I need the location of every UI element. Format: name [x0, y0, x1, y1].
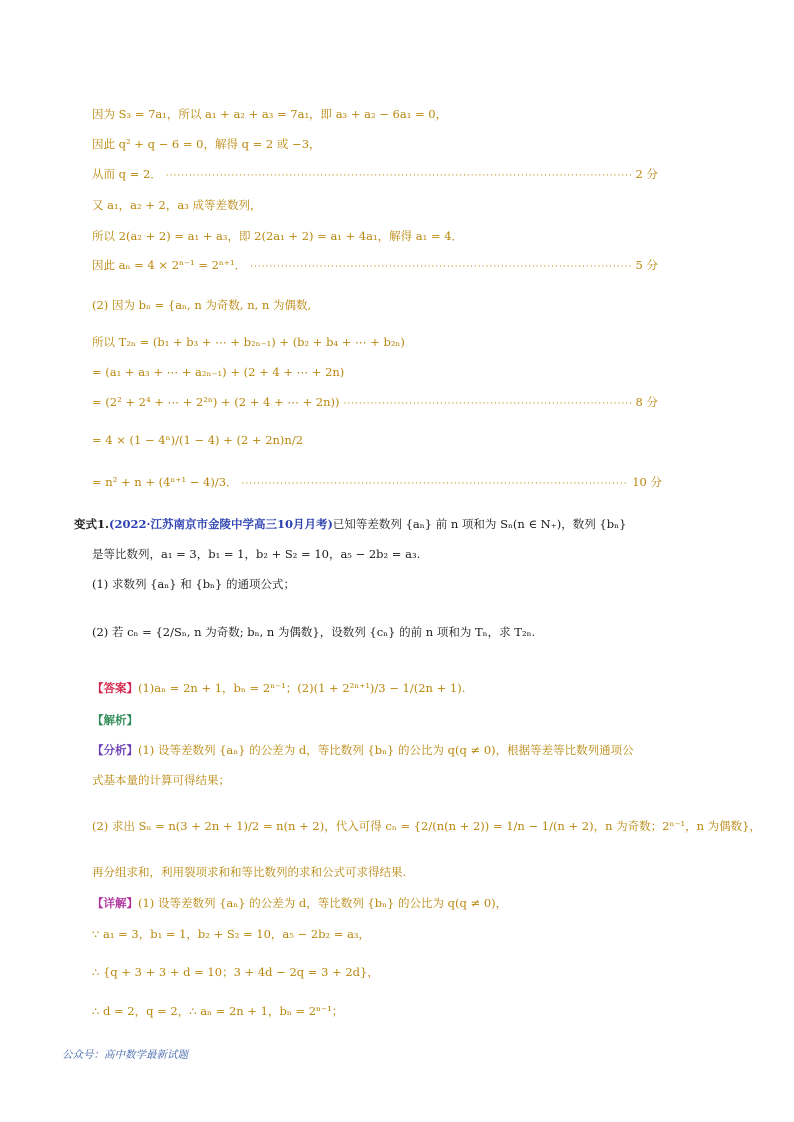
- leader-dots: [242, 476, 629, 492]
- answer-text: (1)aₙ = 2n + 1，bₙ = 2ⁿ⁻¹；(2)(1 + 2²ⁿ⁺¹)/3 − 1/(2n + 1).: [138, 681, 466, 695]
- solution-line-5: 所以 2(a₂ + 2) = a₁ + a₃，即 2(2a₁ + 2) = a₁ + 4a₁，解得 a₁ = 4．: [92, 229, 464, 243]
- answer-tag: 【答案】: [92, 681, 138, 695]
- leader-dots: [343, 396, 631, 412]
- solution-line-9: = (a₁ + a₃ + ⋯ + a₂ₙ₋₁) + (2 + 4 + ⋯ + 2n): [92, 365, 345, 379]
- variant-question-2: (2) 若 cₙ = {2/Sₙ, n 为奇数; bₙ, n 为偶数}，设数列 {cₙ} 的前 n 项和为 Tₙ，求 T₂ₙ.: [92, 625, 536, 639]
- fenxi-line-2: 式基本量的计算可得结果；: [92, 773, 230, 787]
- leader-dots: [166, 168, 632, 184]
- solution-line-7: (2) 因为 bₙ = {aₙ, n 为奇数, n, n 为偶数,: [92, 298, 312, 312]
- fenxi-text-1: (1) 设等差数列 {aₙ} 的公差为 d，等比数列 {bₙ} 的公比为 q(q ≠ 0)，根据等差等比数列通项公: [138, 743, 634, 757]
- solution-line-12: [92, 474, 662, 492]
- score-mark: 8 分: [635, 395, 658, 409]
- solution-text: 从而 q = 2．: [92, 167, 162, 181]
- variant-heading: [74, 516, 626, 532]
- solution-line-8: 所以 T₂ₙ = (b₁ + b₃ + ⋯ + b₂ₙ₋₁) + (b₂ + b₄ + ⋯ + b₂ₙ): [92, 335, 405, 349]
- variant-label: 变式1.: [74, 517, 110, 531]
- xiangjie-line-4: ∴ d = 2，q = 2，∴ aₙ = 2n + 1，bₙ = 2ⁿ⁻¹；: [92, 1004, 344, 1018]
- fenxi-line-4: 再分组求和，利用裂项求和和等比数列的求和公式可求得结果.: [92, 865, 407, 879]
- fenxi-line-1: [92, 742, 634, 758]
- score-mark: 2 分: [635, 167, 658, 181]
- leader-dots: [250, 259, 631, 275]
- xiangjie-line-3: ∴ {q + 3 + 3 + d = 10；3 + 4d − 2q = 3 + 2d}，: [92, 965, 379, 979]
- variant-problem-line-2: 是等比数列，a₁ = 3，b₁ = 1，b₂ + S₂ = 10，a₅ − 2b₂ = a₃.: [92, 547, 421, 561]
- solution-line-2: 因此 q² + q − 6 = 0，解得 q = 2 或 −3，: [92, 137, 321, 151]
- solution-line-1: 因为 S₃ = 7a₁，所以 a₁ + a₂ + a₃ = 7a₁，即 a₃ + a₂ − 6a₁ = 0，: [92, 107, 448, 121]
- xiangjie-tag: 【详解】: [92, 896, 138, 910]
- solution-text: 因此 aₙ = 4 × 2ⁿ⁻¹ = 2ⁿ⁺¹．: [92, 258, 247, 272]
- solution-text: = (2² + 2⁴ + ⋯ + 2²ⁿ) + (2 + 4 + ⋯ + 2n)): [92, 395, 340, 409]
- footer-watermark: 公众号：高中数学最新试题: [62, 1049, 188, 1061]
- solution-line-6: [92, 257, 658, 275]
- fenxi-tag: 【分析】: [92, 743, 138, 757]
- xiangjie-text-1: (1) 设等差数列 {aₙ} 的公差为 d，等比数列 {bₙ} 的公比为 q(q ≠ 0)，: [138, 896, 508, 910]
- xiangjie-line-1: [92, 895, 507, 911]
- variant-source: (2022·江苏南京市金陵中学高三10月月考): [109, 517, 333, 531]
- solution-line-4: 又 a₁，a₂ + 2，a₃ 成等差数列，: [92, 198, 262, 212]
- variant-question-1: (1) 求数列 {aₙ} 和 {bₙ} 的通项公式；: [92, 577, 296, 591]
- solution-text: = n² + n + (4ⁿ⁺¹ − 4)/3．: [92, 475, 238, 489]
- solution-line-10: [92, 394, 658, 412]
- score-mark: 10 分: [632, 475, 662, 489]
- variant-problem-line-1: 已知等差数列 {aₙ} 前 n 项和为 Sₙ(n ∈ N₊)，数列 {bₙ}: [332, 517, 627, 531]
- solution-line-11: = 4 × (1 − 4ⁿ)/(1 − 4) + (2 + 2n)n/2: [92, 433, 304, 447]
- fenxi-line-3: (2) 求出 Sₙ = n(3 + 2n + 1)/2 = n(n + 2)，代入可得 cₙ = {2/(n(n + 2)) = 1/n − 1/(n + 2)，n 为奇数；2ⁿ⁻¹，n 为偶数}，: [92, 819, 762, 833]
- solution-line-3: [92, 166, 658, 184]
- xiangjie-line-2: ∵ a₁ = 3，b₁ = 1，b₂ + S₂ = 10，a₅ − 2b₂ = a₃，: [92, 927, 371, 941]
- analysis-tag: 【解析】: [92, 713, 138, 727]
- answer-line: [92, 680, 465, 696]
- score-mark: 5 分: [635, 258, 658, 272]
